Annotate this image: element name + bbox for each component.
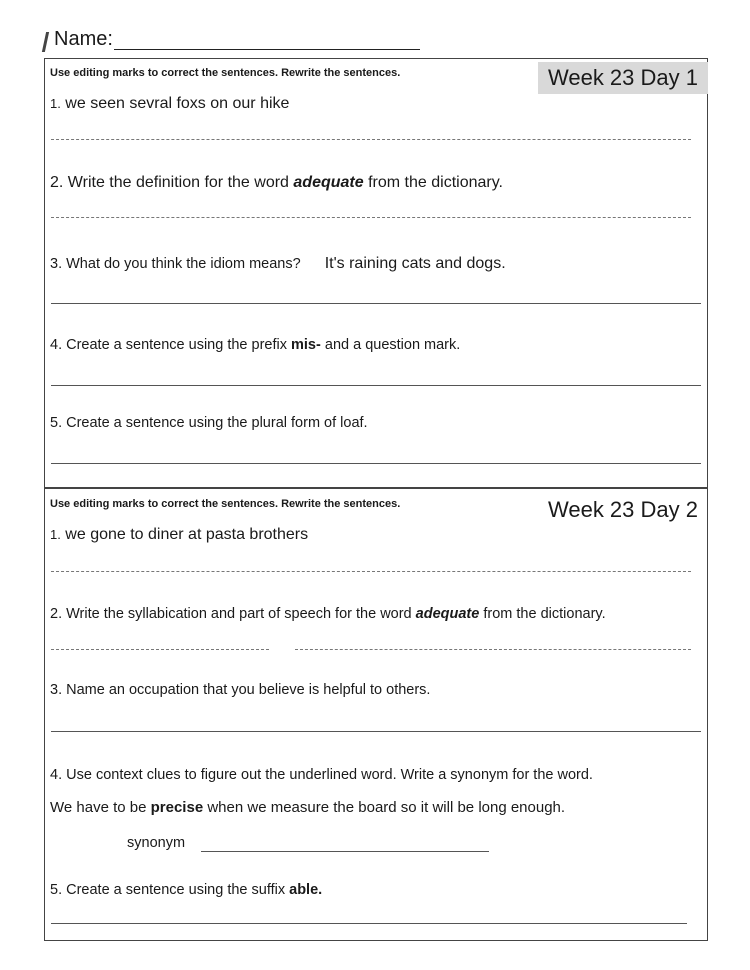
day1-question-1: 1. we seen sevral foxs on our hike (50, 95, 290, 112)
day2-title: Week 23 Day 2 (547, 497, 698, 522)
day2-q1-sentence: we gone to diner at pasta brothers (65, 526, 309, 543)
day2-part-of-speech-line[interactable] (295, 649, 691, 650)
day2-question-4: 4. Use context clues to figure out the underlined word. Write a synonym for the word. (50, 767, 593, 783)
day1-answer-line-1[interactable] (51, 139, 691, 140)
day2-answer-line-3[interactable] (51, 731, 701, 732)
day2-syllabication-line[interactable] (51, 649, 269, 650)
day2-q4-sentence: We have to be precise when we measure the board so it will be long enough. (50, 799, 566, 816)
day1-question-2: 2. Write the definition for the word adequate from the dictionary. (50, 174, 503, 191)
day1-answer-line-3[interactable] (51, 303, 701, 304)
day1-answer-line-2[interactable] (51, 217, 691, 218)
day2-answer-line-1[interactable] (51, 571, 691, 572)
day2-q2-word: adequate (415, 606, 480, 622)
day1-answer-line-4[interactable] (51, 385, 701, 386)
day1-instructions: Use editing marks to correct the sentences. Rewrite the sentences. (50, 67, 401, 79)
day1-title: Week 23 Day 1 (538, 62, 708, 94)
day2-answer-line-5[interactable] (51, 923, 687, 924)
name-label: Name: (54, 28, 113, 50)
day1-answer-line-5[interactable] (51, 463, 701, 464)
day1-q1-sentence: we seen sevral foxs on our hike (65, 95, 290, 112)
synonym-input-line[interactable] (201, 851, 489, 852)
day2-section (44, 488, 708, 941)
synonym-label: synonym (127, 835, 186, 851)
name-input-line[interactable] (114, 49, 420, 50)
day2-question-1: 1. we gone to diner at pasta brothers (50, 526, 309, 543)
day2-question-3: 3. Name an occupation that you believe is helpful to others. (50, 682, 431, 698)
day1-section (44, 58, 708, 488)
day1-q4-prefix: mis- (291, 337, 321, 353)
day1-question-3: 3. What do you think the idiom means? It's raining cats and dogs. (50, 255, 506, 272)
day1-question-5: 5. Create a sentence using the plural form of loaf. (50, 415, 368, 431)
pencil-mark-icon (42, 32, 49, 52)
day1-q3-idiom: It's raining cats and dogs. (324, 255, 506, 272)
day2-q4-underlined-word: precise (150, 799, 204, 816)
day1-question-4: 4. Create a sentence using the prefix mis- and a question mark. (50, 337, 461, 353)
day2-question-2: 2. Write the syllabication and part of speech for the word adequate from the dictionary. (50, 606, 606, 622)
day2-synonym-row (127, 835, 185, 851)
day2-instructions: Use editing marks to correct the sentences. Rewrite the sentences. (50, 498, 401, 510)
day1-q2-word: adequate (293, 174, 364, 191)
day2-question-5: 5. Create a sentence using the suffix able. (50, 882, 323, 898)
day2-q5-suffix: able. (289, 882, 323, 898)
